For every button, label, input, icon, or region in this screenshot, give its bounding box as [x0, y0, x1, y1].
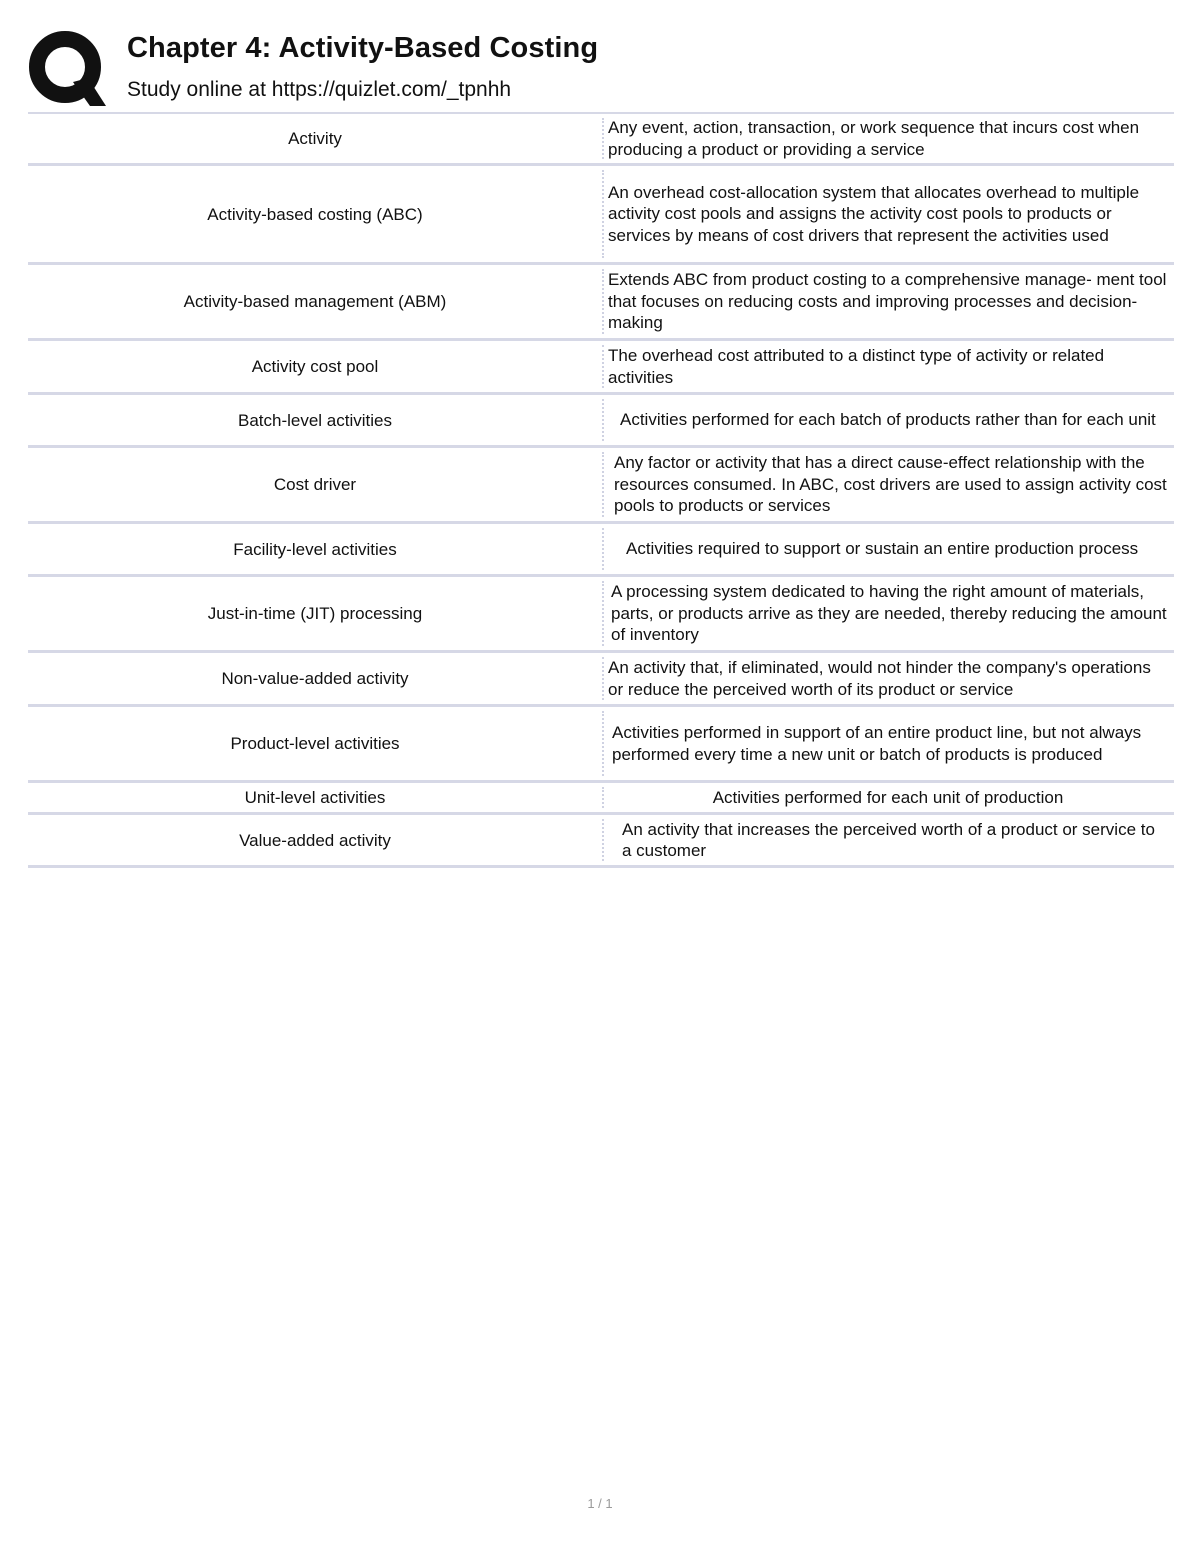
term-cell: Non-value-added activity	[221, 669, 409, 688]
table-row	[28, 166, 1174, 265]
term-cell: Activity-based costing (ABC)	[207, 204, 423, 224]
table-row	[28, 707, 1174, 783]
term-cell: Activity cost pool	[251, 357, 379, 376]
definition-cell: Activities performed in support of an entire product line, but not always performed every time a new unit or batch of products is produced	[612, 723, 1142, 764]
term-cell: Activity-based management (ABM)	[183, 292, 447, 311]
term-cell: Batch-level activities	[237, 410, 392, 430]
definition-cell: Activities performed for each batch of products rather than for each unit	[620, 410, 1156, 430]
table-row	[28, 783, 1174, 815]
page-title: Chapter 4: Activity-Based Costing	[127, 32, 599, 64]
term-cell: Cost driver	[273, 475, 357, 494]
table-row	[28, 524, 1174, 577]
study-link-text: Study online at https://quizlet.com/_tpnhh	[127, 78, 512, 101]
definition-cell: An activity that increases the perceived worth of a product or service to a customer	[622, 819, 1155, 860]
table-row	[28, 341, 1174, 395]
definition-cell: Activities required to support or sustain an entire production process	[626, 539, 1139, 559]
definition-cell: Any event, action, transaction, or work sequence that incurs cost when producing a product or providing a service	[608, 118, 1140, 159]
definition-cell: Extends ABC from product costing to a comprehensive manage- ment tool that focuses on reducing costs and improving processes and decision-making	[608, 270, 1167, 333]
term-cell: Activity	[288, 129, 342, 148]
table-row	[28, 395, 1174, 448]
table-row	[28, 114, 1174, 166]
page-number: 1 / 1	[587, 1496, 613, 1511]
term-cell: Just-in-time (JIT) processing	[207, 604, 423, 623]
definition-cell: The overhead cost attributed to a distinct type of activity or related activities	[608, 346, 1105, 387]
term-cell: Product-level activities	[230, 734, 400, 753]
definition-cell: Any factor or activity that has a direct cause-effect relationship with the resources consumed. In ABC, cost drivers are used to assign activity cost pools to products or services	[614, 453, 1167, 516]
term-cell: Value-added activity	[239, 830, 391, 850]
page-header	[28, 28, 1174, 110]
quizlet-q-logo-icon	[28, 30, 106, 108]
flashcard-table	[28, 112, 1174, 868]
table-row	[28, 815, 1174, 868]
definition-cell: Activities performed for each unit of production	[712, 787, 1064, 807]
definition-cell: An overhead cost-allocation system that allocates overhead to multiple activity cost pools and assigns the activity cost pools to products or services by means of cost drivers that represent the activities used	[608, 182, 1140, 245]
term-cell: Unit-level activities	[244, 788, 386, 807]
table-row	[28, 448, 1174, 524]
table-row	[28, 265, 1174, 341]
definition-cell: A processing system dedicated to having the right amount of materials, parts, or products arrive as they are needed, thereby reducing the amount of inventory	[611, 582, 1167, 645]
table-row	[28, 653, 1174, 707]
table-row	[28, 577, 1174, 653]
definition-cell: An activity that, if eliminated, would not hinder the company's operations or reduce the perceived worth of its product or service	[608, 658, 1151, 699]
term-cell: Facility-level activities	[233, 539, 397, 559]
